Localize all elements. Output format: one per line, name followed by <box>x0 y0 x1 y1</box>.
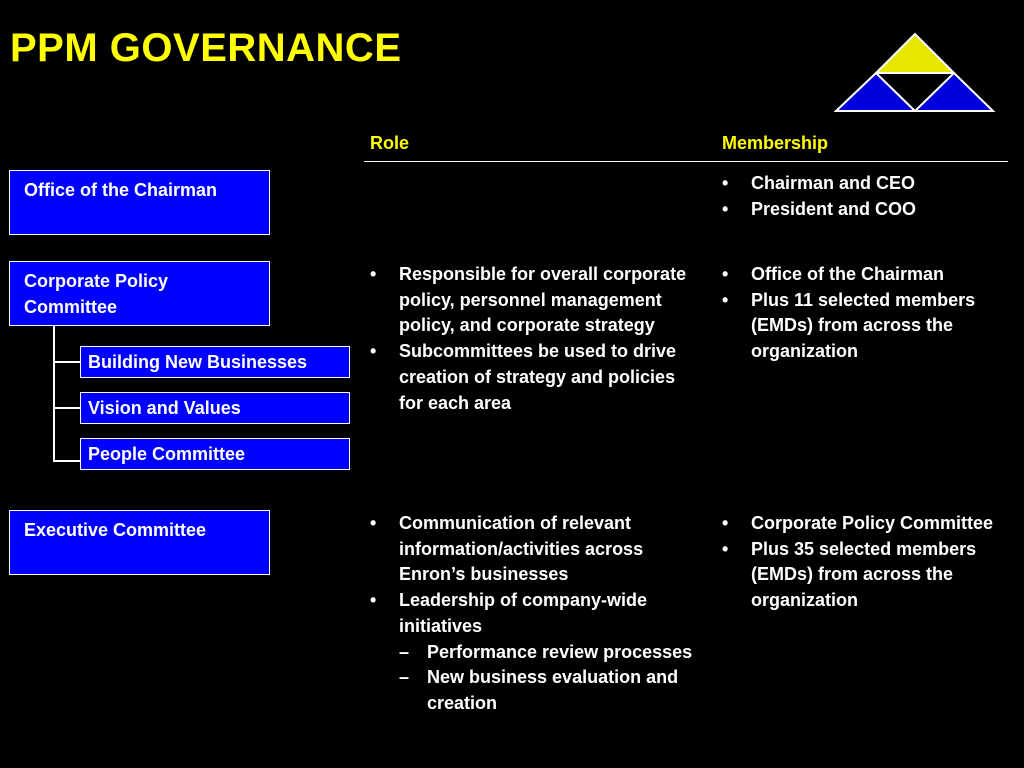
sub-list-item: – New business evaluation and creation <box>399 665 699 716</box>
list-item: • Chairman and CEO <box>716 171 996 197</box>
list-item: • Corporate Policy Committee <box>716 511 1001 537</box>
list-item: • President and COO <box>716 197 996 223</box>
building-new-businesses-box: Building New Businesses <box>80 346 350 378</box>
executive-role-list <box>364 511 699 717</box>
office-of-chairman-box: Office of the Chairman <box>9 170 270 235</box>
connector-branch <box>53 460 80 462</box>
executive-committee-box: Executive Committee <box>9 510 270 575</box>
corporate-policy-role-list <box>364 262 689 416</box>
page-title: PPM GOVERNANCE <box>10 26 402 70</box>
chairman-membership-list <box>716 171 996 222</box>
membership-column-header: Membership <box>722 133 829 153</box>
connector-branch <box>53 361 80 363</box>
subcommittee-connector <box>53 326 55 462</box>
sub-list-item: – Performance review processes <box>399 640 699 666</box>
executive-membership-list <box>716 511 1001 614</box>
list-item: • Subcommittees be used to drive creation of strategy and policies for each area <box>364 339 689 416</box>
header-divider <box>364 161 1008 162</box>
vision-and-values-box: Vision and Values <box>80 392 350 424</box>
list-item: • Plus 11 selected members (EMDs) from across the organization <box>716 288 1001 365</box>
corporate-policy-committee-box: Corporate Policy Committee <box>9 261 270 326</box>
list-item: • Responsible for overall corporate policy, personnel management policy, and corporate strategy <box>364 262 689 339</box>
executive-role-sublist <box>399 640 699 717</box>
list-item-text: Leadership of company-wide initiatives <box>399 590 648 636</box>
list-item: • Plus 35 selected members (EMDs) from across the organization <box>716 537 1001 614</box>
corporate-policy-membership-list <box>716 262 1001 365</box>
triangle-logo-icon <box>834 32 996 112</box>
role-column-header: Role <box>370 133 410 153</box>
people-committee-box: People Committee <box>80 438 350 470</box>
connector-branch <box>53 407 80 409</box>
list-item: • Communication of relevant information/activities across Enron’s businesses <box>364 511 699 588</box>
list-item <box>364 588 699 717</box>
list-item: • Office of the Chairman <box>716 262 1001 288</box>
